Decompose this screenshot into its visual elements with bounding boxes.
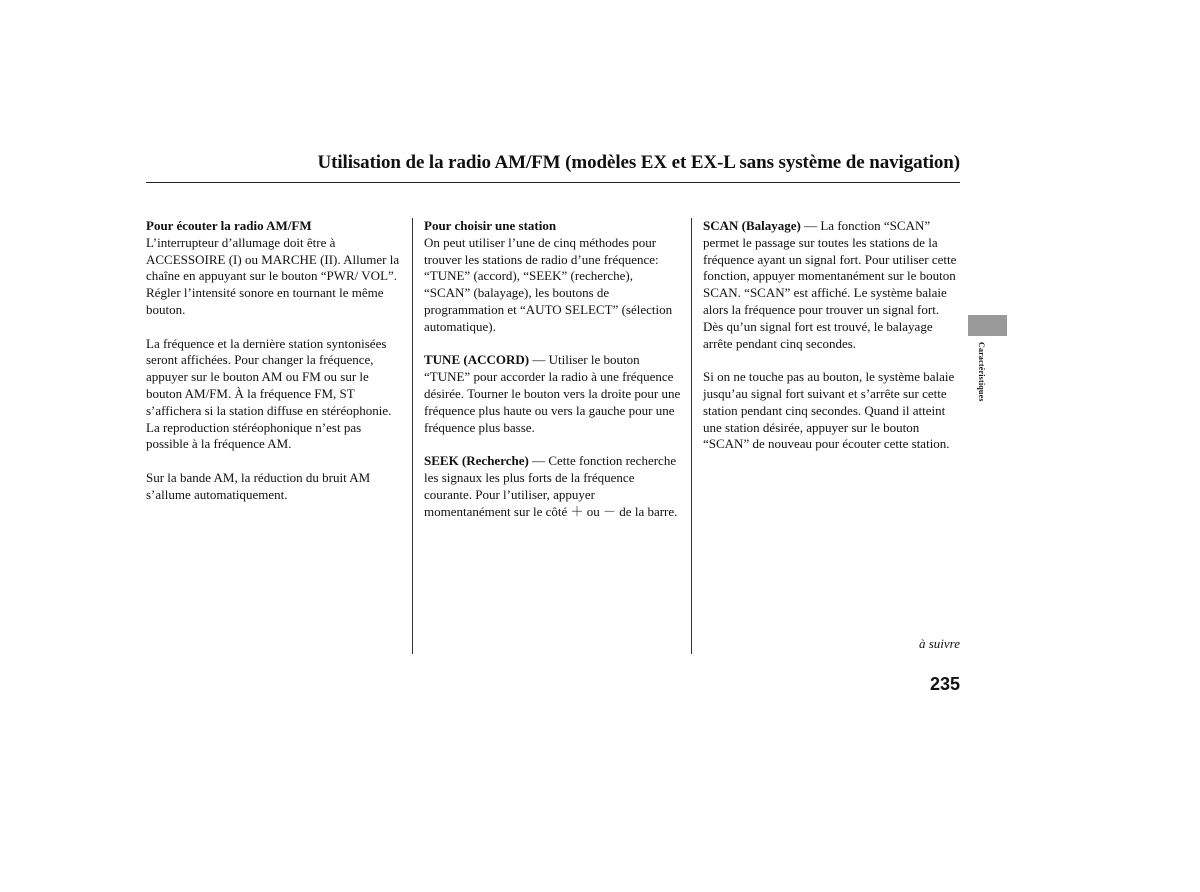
tune-text: — Utiliser le bouton “TUNE” pour accorder la radio à une fréquence désirée. Tourner le bouton vers la droite pour une fréquence plus haute ou vers la gauche pour une fréquence plus basse. [424,352,681,435]
scan-heading: SCAN (Balayage) [703,218,801,233]
continued-note: à suivre [918,636,960,651]
heading-select-station: Pour choisir une station [424,218,557,233]
page-title: Utilisation de la radio AM/FM (modèles EX et EX-L sans système de navigation) [317,152,960,173]
paragraph-methods: On peut utiliser l’une de cinq méthodes pour trouver les stations de radio d’une fréquence: “TUNE” (accord), “SEEK” (recherche), “SCAN” (balayage), les boutons de programmation et “AUTO SELECT” (sélection automatique). [424,234,673,334]
paragraph-scan [703,218,961,352]
heading-listen-am-fm: Pour écouter la radio AM/FM [146,218,312,233]
seek-text: — Cette fonction recherche les signaux les plus forts de la fréquence courante. Pour l’utiliser, appuyer momentanément sur le côté ＋ ou － de la barre. [424,453,678,519]
column-select-station [424,218,682,537]
paragraph-tune [424,352,682,436]
paragraph-seek [424,453,682,520]
title-rule [146,182,960,183]
column-divider [691,218,692,654]
page-number: 235 [929,674,960,694]
paragraph-am-noise-reduction: Sur la bande AM, la réduction du bruit AM s’allume automatiquement. [146,469,371,502]
section-tab [968,315,1007,336]
scan-text: — La fonction “SCAN” permet le passage sur toutes les stations de la fréquence ayant un signal fort. Pour utiliser cette fonction, appuyer momentanément sur le bouton SCAN. “SCAN” est affiché. Le système balaie alors la fréquence pour trouver un signal fort. Dès qu’un signal fort est trouvé, le balayage arrête pendant cinq secondes. [703,218,957,351]
paragraph-frequency-display: La fréquence et la dernière station syntonisées seront affichées. Pour changer la fréquence, appuyer sur le bouton AM ou FM ou sur le bouton AM/FM. À la fréquence FM, ST s’affichera si la station diffuse en stéréophonie. La reproduction stéréophonique n’est pas possible à la fréquence AM. [146,335,392,452]
column-divider [412,218,413,654]
paragraph-ignition: L’interrupteur d’allumage doit être à ACCESSOIRE (I) ou MARCHE (II). Allumer la chaîne en appuyant sur le bouton “PWR/ VOL”. Régler l’intensité sonore en tournant le même bouton. [146,234,400,317]
seek-heading: SEEK (Recherche) [424,453,529,469]
tune-heading: TUNE (ACCORD) [424,352,530,368]
section-tab-label: Caractéristiques [977,342,986,402]
paragraph-scan-continue: Si on ne touche pas au bouton, le système balaie jusqu’au signal fort suivant et s’arrête sur cette station pendant cinq secondes. Quand il atteint une station désirée, appuyer sur le bouton “SCAN” de nouveau pour écouter cette station. [703,369,955,452]
column-listening [146,218,404,520]
column-scan [703,218,961,470]
